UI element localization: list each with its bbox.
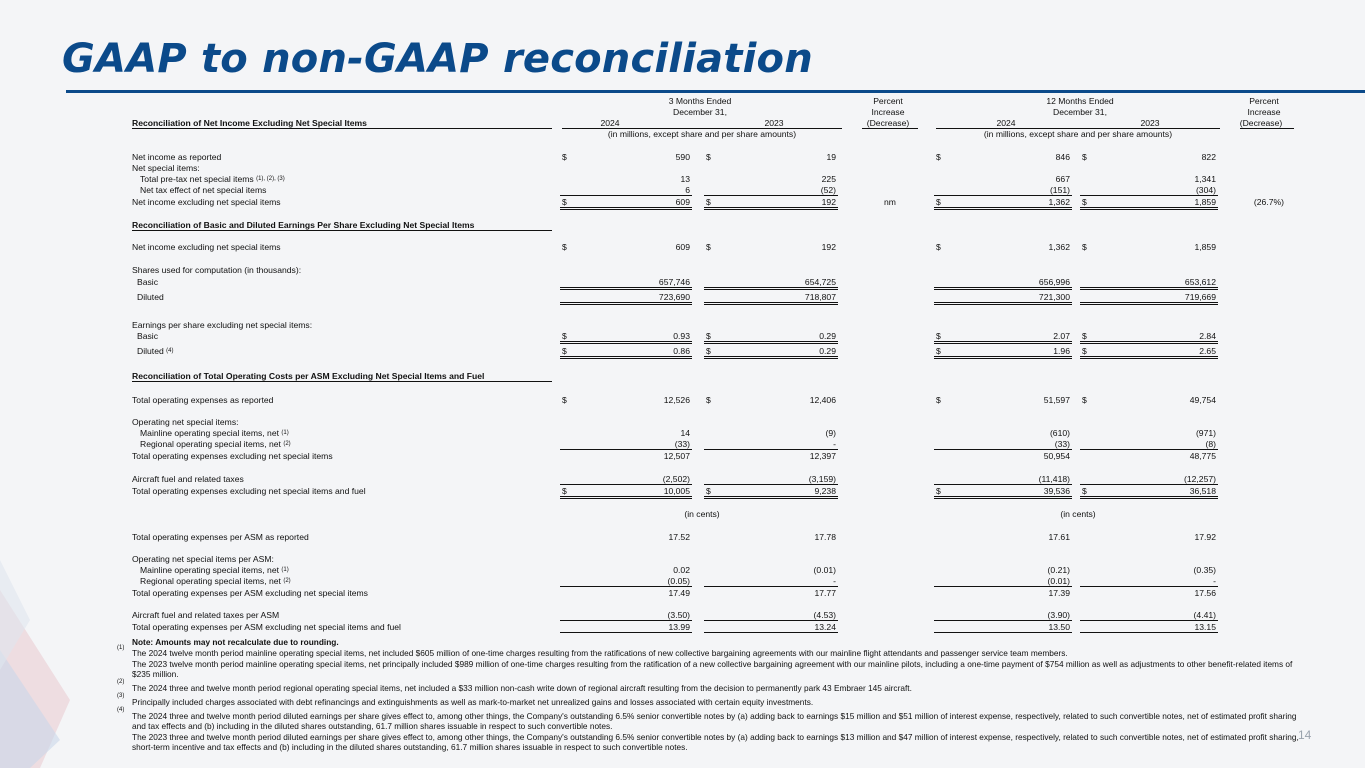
cell-q24: 6 xyxy=(685,185,690,195)
cell-y23: 2.65 xyxy=(1199,346,1216,356)
currency-symbol: $ xyxy=(562,486,567,496)
row-label: Aircraft fuel and related taxes per ASM xyxy=(132,610,280,620)
header-y-units: (in millions, except share and per share amounts) xyxy=(983,129,1173,139)
cell-q23: (52) xyxy=(820,185,836,195)
cell-y24: (610) xyxy=(1049,428,1070,438)
cell-q23: 192 xyxy=(821,242,836,252)
cell-q24: 14 xyxy=(680,428,690,438)
row-label: Aircraft fuel and related taxes xyxy=(132,474,244,484)
currency-symbol: $ xyxy=(706,395,711,405)
cell-y23: - xyxy=(1213,576,1216,586)
row-label: Basic xyxy=(137,277,159,287)
row-label: Total operating expenses per ASM as reported xyxy=(132,532,309,542)
cell-q24: 12,507 xyxy=(663,451,690,461)
cell-q23: 0.29 xyxy=(819,331,836,341)
cell-q23: 9,238 xyxy=(814,486,836,496)
cell-q24: 590 xyxy=(675,152,690,162)
row-label: Total operating expenses per ASM excluding net special items and fuel xyxy=(132,622,401,632)
cell-y24: 656,996 xyxy=(1038,277,1070,287)
cell-y24: 17.61 xyxy=(1048,532,1070,542)
cell-y23: 17.56 xyxy=(1194,588,1216,598)
cell-q23: (4.53) xyxy=(813,610,836,620)
cell-y23: 719,669 xyxy=(1184,292,1216,302)
header-q-period: 3 Months Ended xyxy=(668,96,732,106)
cell-q24: 17.49 xyxy=(668,588,690,598)
currency-symbol: $ xyxy=(562,242,567,252)
row-label: Net income excluding net special items xyxy=(132,242,281,252)
cell-q24: 12,526 xyxy=(663,395,690,405)
cell-y23: (304) xyxy=(1195,185,1216,195)
cell-y23: 1,341 xyxy=(1194,174,1216,184)
row-label: Total pre-tax net special items $^{(1), (2), (3)}$ xyxy=(140,174,285,184)
cell-y23: 653,612 xyxy=(1184,277,1216,287)
footnote-marker: (4) xyxy=(117,707,125,713)
header-y-period: 12 Months Ended xyxy=(1046,96,1114,106)
header-y-2024: 2024 xyxy=(996,118,1016,128)
footnote-1b: The 2023 twelve month period mainline operating special items, net principally included $989 million of one-time charges resulting from the ratification of a new collective bargaining agreement with our mainline pilots, including a one-time payment of $754 million as well as adjustments to other benefit-related items of $235 million. xyxy=(132,659,1293,679)
currency-symbol: $ xyxy=(1082,346,1087,356)
cell-y23: 17.92 xyxy=(1194,532,1216,542)
currency-symbol: $ xyxy=(936,197,941,207)
currency-symbol: $ xyxy=(1082,486,1087,496)
row-label: Total operating expenses per ASM excluding net special items xyxy=(132,588,368,598)
cell-y24: 1,362 xyxy=(1048,242,1070,252)
currency-symbol: $ xyxy=(936,152,941,162)
cell-q23: (3,159) xyxy=(808,474,836,484)
cell-y23: 48,775 xyxy=(1189,451,1216,461)
row-label: Regional operating special items, net $^{(2)}$ xyxy=(140,576,291,586)
cell-y23: 13.15 xyxy=(1194,622,1216,632)
cell-y23: 2.84 xyxy=(1199,331,1216,341)
row-label: Total operating expenses excluding net special items and fuel xyxy=(132,486,366,496)
cell-q24: (0.05) xyxy=(667,576,690,586)
currency-symbol: $ xyxy=(936,395,941,405)
footnote-marker: (3) xyxy=(117,693,125,699)
cell-y24: 17.39 xyxy=(1048,588,1070,598)
row-label: Diluted xyxy=(137,292,164,302)
footnote-2: The 2024 three and twelve month period regional operating special items, net included a $33 million non-cash write down of regional aircraft resulting from the decision to permanently park 43 Embraer 145 aircraft. xyxy=(132,683,912,693)
cell-q23: 654,725 xyxy=(804,277,836,287)
header-pct-3: (Decrease) xyxy=(866,118,910,128)
cell-q24: (33) xyxy=(674,439,690,449)
cell-q24: (2,502) xyxy=(662,474,690,484)
currency-symbol: $ xyxy=(706,152,711,162)
section-title-eps: Reconciliation of Basic and Diluted Earnings Per Share Excluding Net Special Items xyxy=(132,220,475,230)
cell-y24: 51,597 xyxy=(1043,395,1070,405)
cell-y23: 49,754 xyxy=(1189,395,1216,405)
cell-y23: 1,859 xyxy=(1194,242,1216,252)
cell-y24: (0.01) xyxy=(1047,576,1070,586)
currency-symbol: $ xyxy=(1082,242,1087,252)
footnote-4a: The 2024 three and twelve month period diluted earnings per share gives effect to, among other things, the Company's outstanding 6.5% senior convertible notes by (a) adding back to earnings $15 million and $51 million of interest expense, respectively, related to such convertible notes, net of estimated profit sharing and tax effects and (b) including in the diluted shares outstanding, 61.7 million shares issuable in respect to such convertible notes. xyxy=(132,711,1297,731)
cell-y23: (4.41) xyxy=(1193,610,1216,620)
row-label: Total operating expenses excluding net special items xyxy=(132,451,333,461)
header-y-date: December 31, xyxy=(1053,107,1107,117)
cell-y24: 2.07 xyxy=(1053,331,1070,341)
cell-y24: 1.96 xyxy=(1053,346,1070,356)
currency-symbol: $ xyxy=(706,346,711,356)
cell-y24: 721,300 xyxy=(1038,292,1070,302)
cell-y24: (33) xyxy=(1054,439,1070,449)
cell-q23: 0.29 xyxy=(819,346,836,356)
currency-symbol: $ xyxy=(562,331,567,341)
cell-y23: (971) xyxy=(1195,428,1216,438)
cell-y24: 39,536 xyxy=(1043,486,1070,496)
row-label: Net tax effect of net special items xyxy=(140,185,267,195)
currency-symbol: $ xyxy=(562,197,567,207)
header-ypct-1: Percent xyxy=(1249,96,1279,106)
cell-q23: 12,397 xyxy=(809,451,836,461)
row-label: Net income as reported xyxy=(132,152,222,162)
cents-label-q: (in cents) xyxy=(684,509,720,519)
header-q-2023: 2023 xyxy=(764,118,784,128)
row-label: Mainline operating special items, net $^{(1)}$ xyxy=(140,565,289,575)
header-q-2024: 2024 xyxy=(600,118,620,128)
cell-y24: 1,362 xyxy=(1048,197,1070,207)
cell-q24: 10,005 xyxy=(663,486,690,496)
cell-q24: (3.50) xyxy=(667,610,690,620)
cell-q24: 13 xyxy=(680,174,690,184)
cell-q23: - xyxy=(833,439,836,449)
currency-symbol: $ xyxy=(936,486,941,496)
cell-q23: (9) xyxy=(825,428,836,438)
cell-q23: 225 xyxy=(821,174,836,184)
cell-q23: 17.77 xyxy=(814,588,836,598)
currency-symbol: $ xyxy=(706,242,711,252)
cell-y23: 822 xyxy=(1201,152,1216,162)
header-y-2023: 2023 xyxy=(1140,118,1160,128)
row-label: Operating net special items: xyxy=(132,417,239,427)
header-q-units: (in millions, except share and per share amounts) xyxy=(607,129,797,139)
cell-q24: 723,690 xyxy=(658,292,690,302)
row-label: Regional operating special items, net $^{(2)}$ xyxy=(140,439,291,449)
cell-q23: 17.78 xyxy=(814,532,836,542)
cell-q23: 718,807 xyxy=(804,292,836,302)
cell-ypct: (26.7%) xyxy=(1253,197,1284,207)
header-pct-1: Percent xyxy=(873,96,903,106)
row-label: Operating net special items per ASM: xyxy=(132,554,274,564)
currency-symbol: $ xyxy=(936,346,941,356)
cell-q23: 192 xyxy=(821,197,836,207)
header-q-date: December 31, xyxy=(673,107,727,117)
row-label: Earnings per share excluding net special items: xyxy=(132,320,313,330)
currency-symbol: $ xyxy=(1082,152,1087,162)
currency-symbol: $ xyxy=(562,346,567,356)
cell-pct: nm xyxy=(884,197,896,207)
cell-q24: 13.99 xyxy=(668,622,690,632)
row-label: Net income excluding net special items xyxy=(132,197,281,207)
cell-q23: - xyxy=(833,576,836,586)
cell-y23: 1,859 xyxy=(1194,197,1216,207)
cell-y24: (151) xyxy=(1049,185,1070,195)
row-label: Net special items: xyxy=(132,163,200,173)
currency-symbol: $ xyxy=(936,331,941,341)
footnote-marker: (1) xyxy=(117,645,125,651)
cell-q23: 19 xyxy=(826,152,836,162)
currency-symbol: $ xyxy=(1082,197,1087,207)
header-ypct-2: Increase xyxy=(1247,107,1281,117)
currency-symbol: $ xyxy=(706,486,711,496)
currency-symbol: $ xyxy=(562,152,567,162)
row-label: Mainline operating special items, net $^{(1)}$ xyxy=(140,428,289,438)
currency-symbol: $ xyxy=(936,242,941,252)
cell-q24: 609 xyxy=(675,242,690,252)
header-pct-2: Increase xyxy=(871,107,905,117)
currency-symbol: $ xyxy=(1082,331,1087,341)
cell-y24: 846 xyxy=(1055,152,1070,162)
cell-q23: 13.24 xyxy=(814,622,836,632)
cell-y24: 667 xyxy=(1055,174,1070,184)
cell-y23: (12,257) xyxy=(1183,474,1216,484)
cell-q24: 657,746 xyxy=(658,277,690,287)
section-title-net-income: Reconciliation of Net Income Excluding Net Special Items xyxy=(132,118,367,128)
currency-symbol: $ xyxy=(562,395,567,405)
decorative-swoosh xyxy=(0,560,120,768)
cell-y23: (0.35) xyxy=(1193,565,1216,575)
currency-symbol: $ xyxy=(706,197,711,207)
row-label: Basic xyxy=(137,331,159,341)
cents-label-y: (in cents) xyxy=(1060,509,1096,519)
row-label: Diluted $^{(4)}$ xyxy=(137,346,174,356)
currency-symbol: $ xyxy=(1082,395,1087,405)
cell-q24: 17.52 xyxy=(668,532,690,542)
currency-symbol: $ xyxy=(706,331,711,341)
page-title: GAAP to non-GAAP reconciliation xyxy=(62,36,813,82)
footnote-marker: (2) xyxy=(117,679,125,685)
footnote-1a: The 2024 twelve month period mainline operating special items, net included $605 million of one-time charges resulting from the ratifications of new collective bargaining agreements with our mainline flight attendants and passenger service team members. xyxy=(132,648,1068,658)
page-number: 14 xyxy=(1298,728,1312,742)
header-ypct-3: (Decrease) xyxy=(1239,118,1283,128)
cell-q24: 0.02 xyxy=(673,565,690,575)
cell-y23: (8) xyxy=(1205,439,1216,449)
footnote-4b: The 2023 three and twelve month period diluted earnings per share gives effect to, among other things, the Company's outstanding 6.5% senior convertible notes by (a) adding back to earnings $13 million and $47 million of interest expense, respectively, related to such convertible notes, net of estimated profit sharing, short-term incentive and tax effects and (b) including in the diluted shares outstanding, 61.7 million shares issuable in respect to such convertible notes. xyxy=(132,732,1299,752)
footnote-3: Principally included charges associated with debt refinancings and extinguishments as well as mark-to-market net unrealized gains and losses associated with certain equity investments. xyxy=(132,697,814,707)
cell-q24: 609 xyxy=(675,197,690,207)
cell-y23: 36,518 xyxy=(1189,486,1216,496)
cell-q24: 0.86 xyxy=(673,346,690,356)
section-title-casm: Reconciliation of Total Operating Costs per ASM Excluding Net Special Items and Fuel xyxy=(132,371,485,381)
footnote-heading: Note: Amounts may not recalculate due to rounding. xyxy=(132,637,339,647)
row-label: Shares used for computation (in thousands): xyxy=(132,265,302,275)
cell-q23: (0.01) xyxy=(813,565,836,575)
cell-y24: (11,418) xyxy=(1038,474,1070,484)
cell-q24: 0.93 xyxy=(673,331,690,341)
cell-q23: 12,406 xyxy=(809,395,836,405)
title-underline xyxy=(66,90,1365,93)
row-label: Total operating expenses as reported xyxy=(132,395,274,405)
cell-y24: 13.50 xyxy=(1048,622,1070,632)
cell-y24: 50,954 xyxy=(1043,451,1070,461)
cell-y24: (3.90) xyxy=(1047,610,1070,620)
cell-y24: (0.21) xyxy=(1047,565,1070,575)
